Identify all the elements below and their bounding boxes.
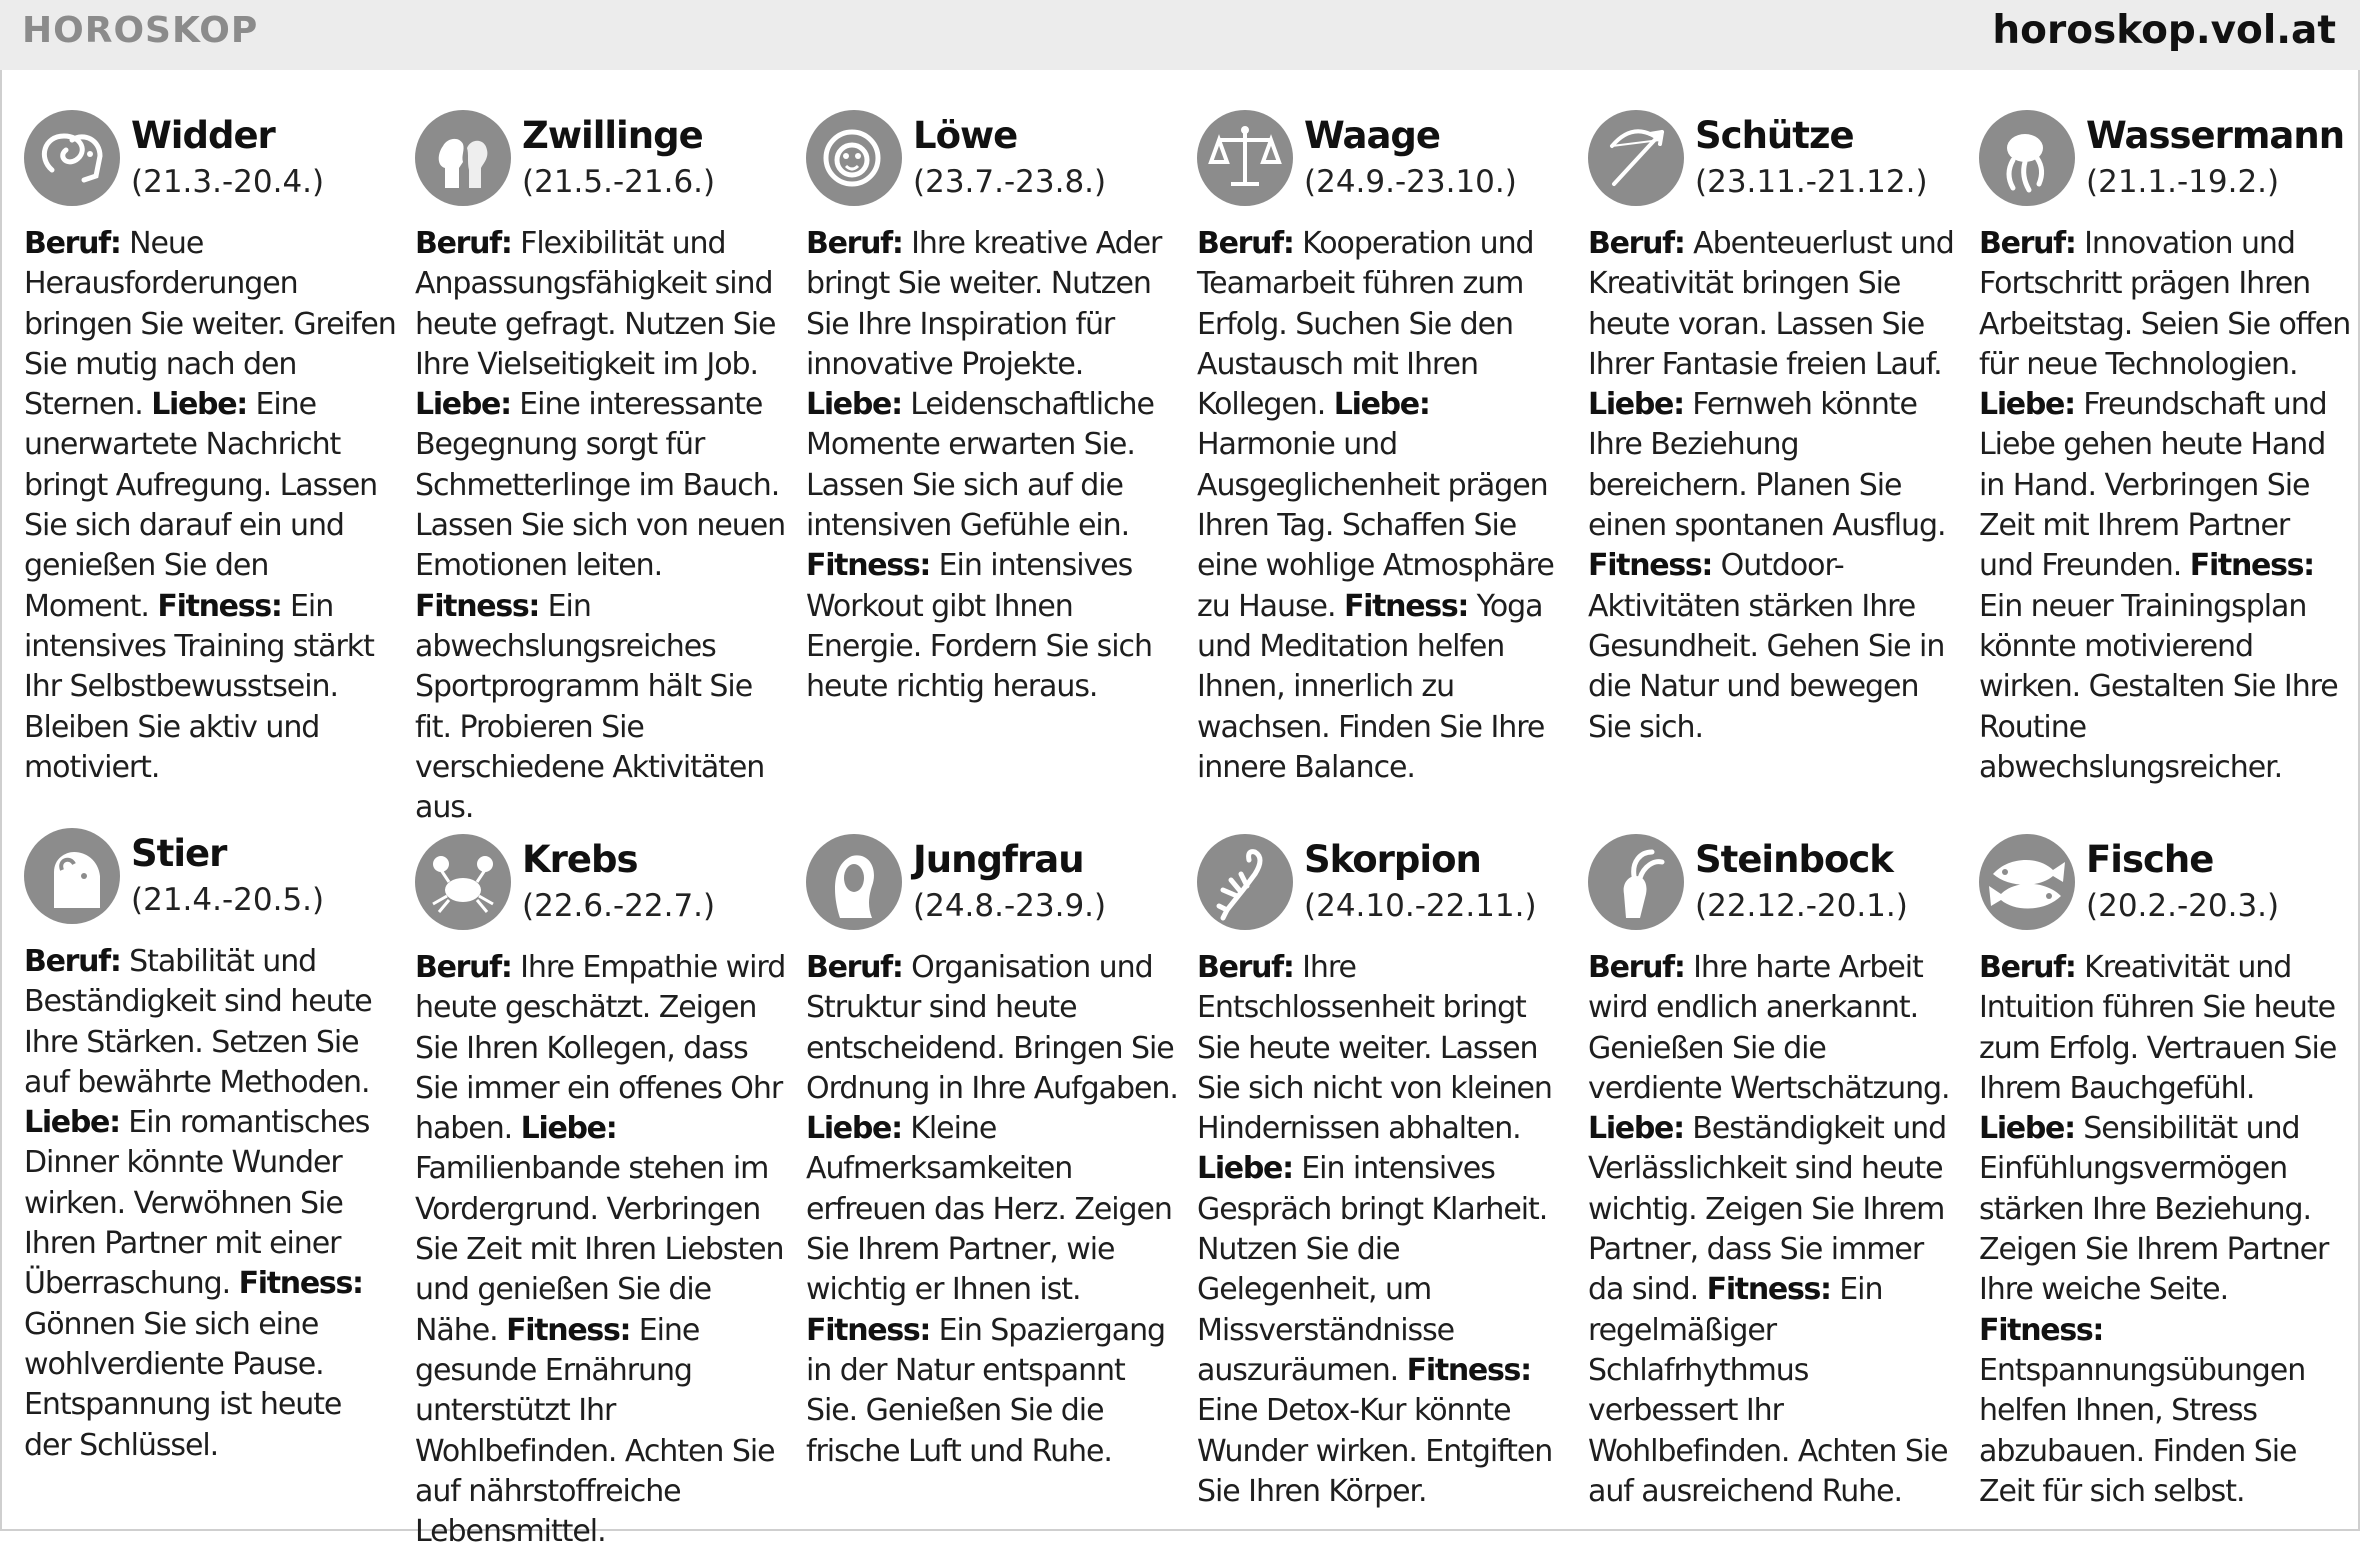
- sign-loewe: [806, 110, 1178, 708]
- sign-dates: (21.3.-20.4.): [131, 164, 325, 200]
- job-text: Ihre harte Arbeit wird endlich anerkannt. Genießen Sie die verdiente Wertschätzung.: [1588, 950, 1950, 1106]
- fitness-label: Fitness:: [238, 1266, 363, 1302]
- job-label: Beruf:: [24, 944, 121, 979]
- sign-name: Schütze: [1695, 114, 1854, 157]
- love-text: Freundschaft und Liebe gehen heute Hand in Hand. Verbringen Sie Zeit mit Ihrem Partner und Freunden.: [1979, 387, 2327, 584]
- lion-icon: [806, 110, 902, 206]
- job-label: Beruf:: [415, 950, 512, 985]
- sign-dates: (21.1.-19.2.): [2086, 164, 2280, 200]
- sign-skorpion: [1197, 834, 1569, 1512]
- job-text: Ihre Empathie wird heute geschätzt. Zeigen Sie Ihren Kollegen, dass Sie immer ein offenes Ohr haben.: [415, 950, 786, 1147]
- job-text: Ihre Entschlossenheit bringt Sie heute weiter. Lassen Sie sich nicht von kleinen Hindernissen abhalten.: [1197, 950, 1552, 1147]
- job-label: Beruf:: [1197, 950, 1294, 985]
- fitness-label: Fitness:: [1979, 1312, 2104, 1348]
- sign-dates: (23.11.-21.12.): [1695, 164, 1928, 200]
- sign-fische: [1979, 834, 2351, 1512]
- fitness-label: Fitness:: [415, 588, 540, 624]
- sign-waage: [1197, 110, 1569, 788]
- sign-name: Krebs: [522, 838, 638, 881]
- love-label: Liebe:: [151, 387, 247, 423]
- job-label: Beruf:: [806, 950, 903, 985]
- love-text: Fernweh könnte Ihre Beziehung bereichern. Planen Sie einen spontanen Ausflug.: [1588, 387, 1946, 544]
- sign-text: [415, 948, 787, 1552]
- love-text: Sensibilität und Einfühlungsvermögen stärken Ihre Beziehung. Zeigen Sie Ihrem Partner Ihre weiche Seite.: [1979, 1111, 2329, 1308]
- sign-name: Zwillinge: [522, 114, 703, 157]
- love-text: Eine interessante Begegnung sorgt für Schmetterlinge im Bauch. Lassen Sie sich von neuen Emotionen leiten.: [415, 387, 786, 584]
- sign-widder: [24, 110, 396, 788]
- bull-icon: [24, 828, 120, 924]
- goat-icon: [1588, 834, 1684, 930]
- horoscope-grid: [0, 70, 2360, 1550]
- scorpion-icon: [1197, 834, 1293, 930]
- sign-text: [806, 948, 1178, 1472]
- fish-icon: [1979, 834, 2075, 930]
- love-label: Liebe:: [806, 1111, 902, 1147]
- sign-dates: (24.10.-22.11.): [1304, 888, 1537, 924]
- fitness-label: Fitness:: [1588, 548, 1713, 584]
- job-text: Ihre kreative Ader bringt Sie weiter. Nutzen Sie Ihre Inspiration für innovative Projekte.: [806, 226, 1162, 382]
- fitness-text: Yoga und Meditation helfen Ihnen, innerlich zu wachsen. Finden Sie Ihre innere Balance.: [1197, 588, 1545, 785]
- sign-text: [1197, 948, 1569, 1512]
- fitness-text: Eine gesunde Ernährung unterstützt Ihr Wohlbefinden. Achten Sie auf nährstoffreiche Lebensmittel.: [415, 1312, 775, 1550]
- sign-text: [1588, 224, 1960, 748]
- job-label: Beruf:: [1197, 226, 1294, 261]
- love-label: Liebe:: [24, 1105, 120, 1141]
- sign-schuetze: [1588, 110, 1960, 748]
- ram-icon: [24, 110, 120, 206]
- archer-icon: [1588, 110, 1684, 206]
- sign-text: [806, 224, 1178, 708]
- fitness-label: Fitness:: [2189, 548, 2314, 584]
- sign-zwillinge: [415, 110, 787, 828]
- sign-dates: (22.6.-22.7.): [522, 888, 716, 924]
- fitness-text: Ein regelmäßiger Schlafrhythmus verbessert Ihr Wohlbefinden. Achten Sie auf ausreichend Ruhe.: [1588, 1272, 1948, 1509]
- sign-jungfrau: [806, 834, 1178, 1472]
- love-label: Liebe:: [1197, 1151, 1293, 1187]
- crab-icon: [415, 834, 511, 930]
- water-bearer-icon: [1979, 110, 2075, 206]
- sign-dates: (21.4.-20.5.): [131, 882, 325, 918]
- love-text: Eine unerwartete Nachricht bringt Aufregung. Lassen Sie sich darauf ein und genießen Sie den Moment.: [24, 387, 378, 624]
- scales-icon: [1197, 110, 1293, 206]
- love-label: Liebe:: [415, 387, 511, 423]
- sign-name: Stier: [131, 832, 227, 875]
- website-url: horoskop.vol.at: [1992, 8, 2336, 53]
- job-text: Kreativität und Intuition führen Sie heute zum Erfolg. Vertrauen Sie Ihrem Bauchgefühl.: [1979, 950, 2337, 1106]
- love-text: Ein intensives Gespräch bringt Klarheit. Nutzen Sie die Gelegenheit, um Missverständnisse auszuräumen.: [1197, 1151, 1548, 1388]
- love-label: Liebe:: [520, 1111, 617, 1147]
- job-label: Beruf:: [1588, 950, 1685, 985]
- sign-text: [1588, 948, 1960, 1512]
- page-title: HOROSKOP: [22, 10, 259, 51]
- sign-name: Skorpion: [1304, 838, 1481, 881]
- sign-steinbock: [1588, 834, 1960, 1512]
- sign-dates: (20.2.-20.3.): [2086, 888, 2280, 924]
- sign-dates: (22.12.-20.1.): [1695, 888, 1908, 924]
- job-label: Beruf:: [1588, 226, 1685, 261]
- job-label: Beruf:: [24, 226, 121, 261]
- love-text: Kleine Aufmerksamkeiten erfreuen das Herz. Zeigen Sie Ihrem Partner, wie wichtig er Ihnen ist.: [806, 1111, 1172, 1308]
- fitness-label: Fitness:: [806, 1312, 931, 1348]
- fitness-label: Fitness:: [1343, 588, 1469, 624]
- love-label: Liebe:: [1979, 387, 2075, 423]
- fitness-text: Ein Spaziergang in der Natur entspannt Sie. Genießen Sie die frische Luft und Ruhe.: [806, 1312, 1166, 1469]
- sign-text: [1979, 224, 2351, 788]
- sign-dates: (24.8.-23.9.): [913, 888, 1107, 924]
- sign-krebs: [415, 834, 787, 1552]
- fitness-text: Ein intensives Workout gibt Ihnen Energie. Fordern Sie sich heute richtig heraus.: [806, 548, 1152, 705]
- page-header: [0, 0, 2360, 70]
- love-text: Familienbande stehen im Vordergrund. Verbringen Sie Zeit mit Ihren Liebsten und genießen Sie die Nähe.: [415, 1151, 784, 1348]
- job-label: Beruf:: [1979, 950, 2076, 985]
- love-label: Liebe:: [1333, 387, 1430, 423]
- virgin-icon: [806, 834, 902, 930]
- sign-name: Steinbock: [1695, 838, 1893, 881]
- job-text: Abenteuerlust und Kreativität bringen Sie heute voran. Lassen Sie Ihrer Fantasie freien Lauf.: [1588, 226, 1954, 382]
- sign-text: [415, 224, 787, 828]
- sign-name: Wassermann: [2086, 114, 2345, 157]
- sign-dates: (23.7.-23.8.): [913, 164, 1107, 200]
- sign-text: [24, 224, 396, 788]
- love-label: Liebe:: [806, 387, 902, 423]
- job-text: Organisation und Struktur sind heute entscheidend. Bringen Sie Ordnung in Ihre Aufgaben.: [806, 950, 1178, 1106]
- fitness-text: Gönnen Sie sich eine wohlverdiente Pause. Entspannung ist heute der Schlüssel.: [24, 1306, 342, 1463]
- sign-name: Löwe: [913, 114, 1018, 157]
- job-text: Kooperation und Teamarbeit führen zum Erfolg. Suchen Sie den Austausch mit Ihren Kollegen.: [1197, 226, 1534, 423]
- fitness-label: Fitness:: [157, 588, 282, 624]
- love-text: Harmonie und Ausgeglichenheit prägen Ihren Tag. Schaffen Sie eine wohlige Atmosphäre zu Hause.: [1197, 427, 1554, 624]
- sign-name: Fische: [2086, 838, 2214, 881]
- fitness-text: Outdoor-Aktivitäten stärken Ihre Gesundheit. Gehen Sie in die Natur und bewegen Sie sich.: [1588, 548, 1945, 745]
- love-label: Liebe:: [1588, 1111, 1684, 1147]
- sign-text: [1197, 224, 1569, 788]
- job-text: Neue Herausforderungen bringen Sie weiter. Greifen Sie mutig nach den Sternen.: [24, 226, 396, 423]
- love-text: Beständigkeit und Verlässlichkeit sind heute wichtig. Zeigen Sie Ihrem Partner, dass Sie immer da sind.: [1588, 1111, 1947, 1308]
- job-label: Beruf:: [1979, 226, 2076, 261]
- job-text: Flexibilität und Anpassungsfähigkeit sind heute gefragt. Nutzen Sie Ihre Vielseitigkeit im Job.: [415, 226, 776, 382]
- sign-text: [1979, 948, 2351, 1512]
- love-label: Liebe:: [1588, 387, 1684, 423]
- job-label: Beruf:: [806, 226, 903, 261]
- sign-name: Jungfrau: [913, 838, 1084, 881]
- sign-dates: (21.5.-21.6.): [522, 164, 716, 200]
- fitness-text: Ein abwechslungsreiches Sportprogramm hält Sie fit. Probieren Sie verschiedene Aktivitäten aus.: [415, 588, 765, 826]
- love-text: Ein romantisches Dinner könnte Wunder wirken. Verwöhnen Sie Ihren Partner mit einer Überraschung.: [24, 1105, 370, 1302]
- sign-name: Widder: [131, 114, 275, 157]
- fitness-text: Ein intensives Training stärkt Ihr Selbstbewusstsein. Bleiben Sie aktiv und motiviert.: [24, 588, 374, 785]
- job-text: Stabilität und Beständigkeit sind heute Ihre Stärken. Setzen Sie auf bewährte Methoden.: [24, 944, 372, 1100]
- fitness-label: Fitness:: [1706, 1272, 1831, 1308]
- love-label: Liebe:: [1979, 1111, 2075, 1147]
- fitness-text: Ein neuer Trainingsplan könnte motivierend wirken. Gestalten Sie Ihre Routine abwechslungsreicher.: [1979, 588, 2338, 785]
- sign-text: [24, 942, 396, 1466]
- fitness-text: Eine Detox-Kur könnte Wunder wirken. Entgiften Sie Ihren Körper.: [1197, 1393, 1553, 1509]
- twins-icon: [415, 110, 511, 206]
- fitness-label: Fitness:: [1406, 1352, 1531, 1388]
- love-text: Leidenschaftliche Momente erwarten Sie. Lassen Sie sich auf die intensiven Gefühle ein.: [806, 387, 1154, 544]
- job-label: Beruf:: [415, 226, 512, 261]
- sign-wassermann: [1979, 110, 2351, 788]
- sign-stier: [24, 828, 396, 1466]
- fitness-text: Entspannungsübungen helfen Ihnen, Stress abzubauen. Finden Sie Zeit für sich selbst.: [1979, 1352, 2306, 1509]
- fitness-label: Fitness:: [506, 1312, 631, 1348]
- fitness-label: Fitness:: [806, 548, 931, 584]
- sign-name: Waage: [1304, 114, 1441, 157]
- job-text: Innovation und Fortschritt prägen Ihren Arbeitstag. Seien Sie offen für neue Technologien.: [1979, 226, 2351, 382]
- sign-dates: (24.9.-23.10.): [1304, 164, 1517, 200]
